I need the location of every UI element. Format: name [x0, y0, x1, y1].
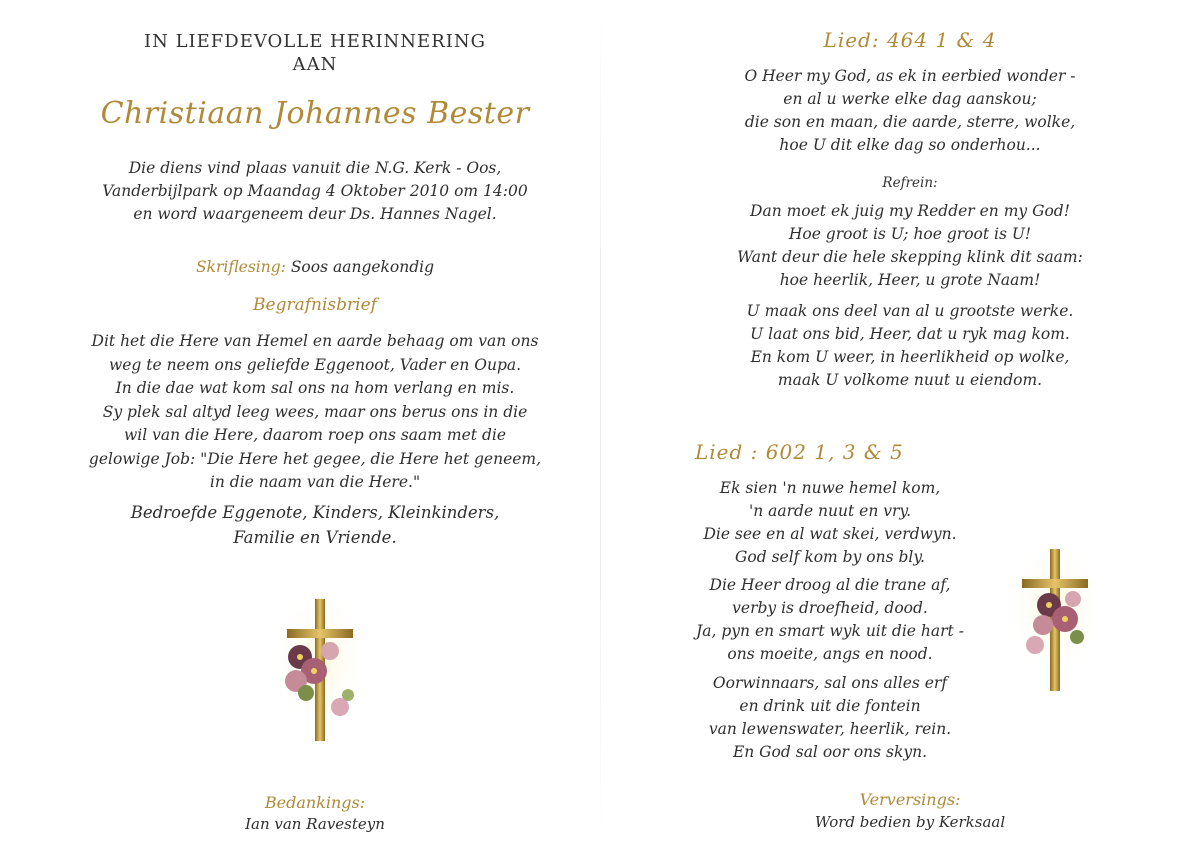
scripture-reading [100, 256, 530, 279]
hymn-1-verse-2 [700, 300, 1120, 392]
thanks-label: Bedankings: [264, 793, 366, 812]
scripture-label: Skriflesing: [195, 258, 286, 276]
hymn-line: U maak ons deel van al u grootste werke. [746, 302, 1074, 320]
burial-letter-line: wil van die Here, daarom roep ons saam met die [124, 426, 506, 444]
hymn-line: Oorwinnaars, sal ons alles erf [712, 674, 948, 692]
burial-letter-text [55, 330, 575, 495]
burial-letter-line: Dit het die Here van Hemel en aarde behaag om van ons [91, 332, 539, 350]
hymn-line: Ja, pyn en smart wyk uit die hart - [696, 622, 964, 640]
burial-letter-line: in die naam van die Here." [209, 473, 421, 491]
hymn-line: Die Heer droog al die trane af, [709, 576, 951, 594]
service-info [60, 157, 570, 226]
hymn-line: En kom U weer, in heerlikheid op wolke, [750, 348, 1070, 366]
burial-letter-line: gelowige Job: "Die Here het gegee, die Here het geneem, [88, 449, 542, 468]
hymn-line: ons moeite, angs en nood. [727, 645, 933, 663]
hymn-line: die son en maan, die aarde, sterre, wolke, [744, 113, 1076, 131]
hymn-line: Die see en al wat skei, verdwyn. [703, 525, 957, 543]
refrain [700, 200, 1120, 292]
thanks-value: Ian van Ravesteyn [245, 815, 385, 833]
hymn-line: maak U volkome nuut u eiendom. [777, 371, 1043, 389]
hymn-line: U laat ons bid, Heer, dat u ryk mag kom. [750, 325, 1070, 343]
service-info-line: en word waargeneem deur Ds. Hannes Nagel. [133, 205, 497, 223]
refrain-label: Refrein: [882, 175, 938, 191]
service-info-line: Die diens vind plaas vanuit die N.G. Kerk - Oos, [128, 159, 502, 177]
memorial-heading [100, 30, 530, 76]
burial-letter-line: In die dae wat kom sal ons na hom verlang en mis. [115, 379, 515, 397]
hymn-line: en al u werke elke dag aanskou; [783, 90, 1037, 108]
mourners-line: Familie en Vriende. [233, 528, 397, 547]
hymn-line: 'n aarde nuut en vry. [748, 502, 912, 520]
hymn-line: hoe U dit elke dag so onderhou... [779, 136, 1041, 154]
hymn-line: Hoe groot is U; hoe groot is U! [788, 225, 1032, 243]
refreshments-label: Verversings: [859, 790, 961, 809]
mourners-line: Bedroefde Eggenote, Kinders, Kleinkinders, [130, 503, 500, 522]
hymn-1-title: Lied: 464 1 & 4 [823, 28, 997, 52]
burial-letter-line: weg te neem ons geliefde Eggenoot, Vader en Oupa. [108, 355, 522, 374]
burial-letter-line: Sy plek sal altyd leeg wees, maar ons berus ons in die [102, 402, 528, 421]
hymn-1-verse-1 [700, 65, 1120, 157]
hymn-line: O Heer my God, as ek in eerbied wonder - [744, 67, 1076, 85]
refreshments-value: Word bedien by Kerksaal [814, 813, 1006, 831]
hymn-line: En God sal oor ons skyn. [732, 743, 928, 761]
hymn-2-verse-3 [660, 672, 1000, 764]
cross-with-flowers-icon [270, 595, 370, 745]
heading-line-1: IN LIEFDEVOLLE HERINNERING [144, 31, 486, 52]
deceased-name: Christiaan Johannes Bester [100, 96, 530, 131]
service-info-line: Vanderbijlpark op Maandag 4 Oktober 2010 om 14:00 [102, 182, 528, 200]
hymn-line: hoe heerlik, Heer, u grote Naam! [779, 271, 1041, 289]
hymn-line: van lewenswater, heerlik, rein. [708, 720, 952, 738]
burial-letter-title: Begrafnisbrief [253, 295, 377, 315]
hymn-line: Want deur die hele skepping klink dit saam: [737, 248, 1083, 266]
mourners [80, 500, 550, 550]
heading-line-2: AAN [292, 54, 338, 75]
scripture-value: Soos aangekondig [290, 258, 435, 276]
hymn-line: Dan moet ek juig my Redder en my God! [750, 202, 1070, 220]
hymn-2-title: Lied : 602 1, 3 & 5 [695, 440, 904, 464]
right-page [600, 0, 1200, 846]
hymn-2-verse-1 [660, 477, 1000, 569]
cross-with-flowers-icon [1005, 545, 1105, 695]
hymn-line: en drink uit die fontein [739, 697, 921, 715]
hymn-line: Ek sien 'n nuwe hemel kom, [719, 479, 941, 497]
hymn-2-verse-2 [660, 574, 1000, 666]
hymn-line: God self kom by ons bly. [735, 548, 925, 566]
hymn-line: verby is droefheid, dood. [732, 599, 928, 617]
